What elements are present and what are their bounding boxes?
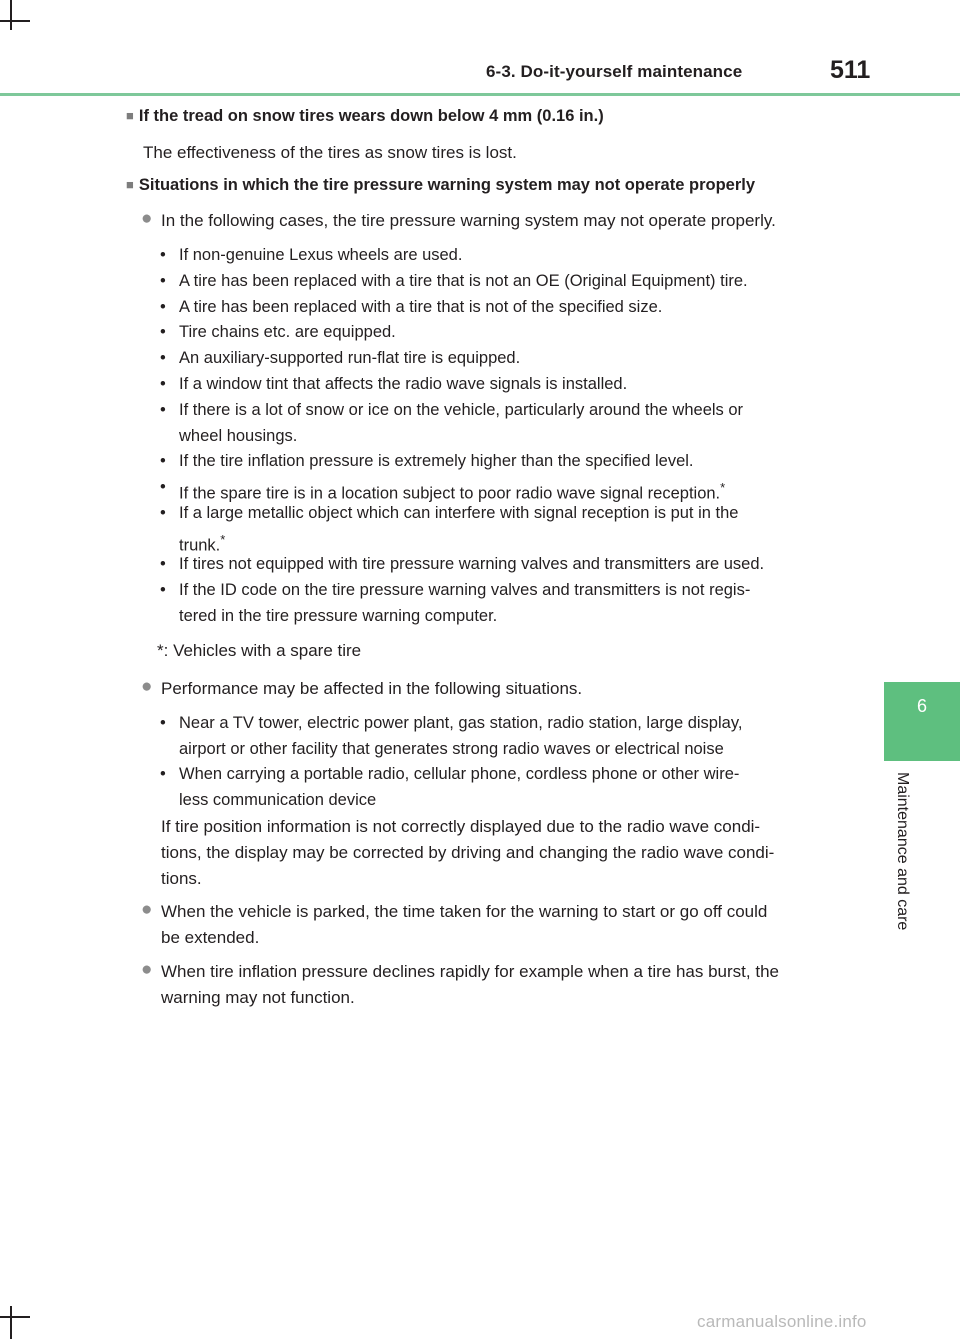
section-title: 6-3. Do-it-yourself maintenance [486, 62, 743, 81]
bullet-text: Performance may be affected in the following situations. [161, 679, 583, 698]
footnote [157, 638, 361, 664]
circle-bullet-icon: ● [141, 959, 153, 980]
circle-bullet-icon: ● [141, 676, 153, 697]
bullet-text: In the following cases, the tire pressure warning system may not operate properly. [161, 211, 776, 230]
circle-bullet-icon: ● [141, 899, 153, 920]
chapter-tab [884, 682, 960, 761]
section-heading [126, 107, 604, 126]
bullet-text: warning may not function. [161, 988, 355, 1007]
crop-mark [10, 1306, 12, 1339]
note-line: tions, the display may be corrected by driving and changing the radio wave condi- [161, 843, 775, 862]
crop-mark [0, 20, 30, 22]
crop-mark [0, 1316, 30, 1318]
footnote-text: Vehicles with a spare tire [173, 641, 362, 660]
heading-text: If the tread on snow tires wears down below 4 mm (0.16 in.) [138, 107, 604, 125]
heading-text: Situations in which the tire pressure warning system may not operate properly [138, 176, 756, 194]
chapter-label: Maintenance and care [894, 772, 911, 931]
crop-mark [10, 0, 12, 30]
bullet-text: be extended. [161, 928, 260, 947]
note-line: tions. [161, 869, 202, 888]
bullet-text: When tire inflation pressure declines rapidly for example when a tire has burst, the [161, 962, 779, 981]
paragraph: The effectiveness of the tires as snow tires is lost. [143, 143, 517, 162]
chapter-number: 6 [916, 696, 927, 716]
page-number: 511 [830, 56, 871, 84]
footnote-mark: *: [157, 641, 169, 660]
note-line: If tire position information is not correctly displayed due to the radio wave condi- [161, 817, 761, 836]
asterisk-mark: * [220, 532, 226, 547]
watermark: carmanualsonline.info [697, 1312, 867, 1331]
square-bullet-icon: ■ [126, 177, 134, 192]
section-heading [126, 176, 755, 195]
header-divider [0, 93, 960, 96]
bullet-text: When the vehicle is parked, the time taken for the warning to start or go off could [161, 902, 768, 921]
square-bullet-icon: ■ [126, 108, 134, 123]
circle-bullet-icon: ● [141, 208, 153, 229]
asterisk-mark: * [720, 480, 726, 495]
